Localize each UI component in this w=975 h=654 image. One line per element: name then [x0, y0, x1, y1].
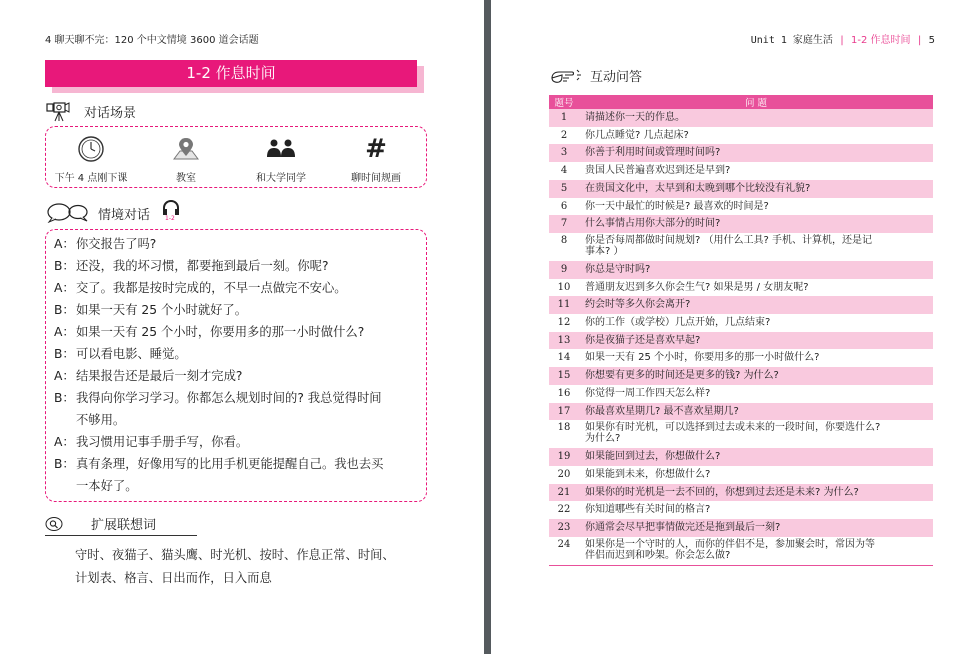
ext-words: [75, 544, 435, 590]
dialog-line: B：真有条理，好像用写的比用手机更能提醒自己。我也去买: [54, 457, 384, 471]
qa-row: [549, 466, 933, 484]
qa-question-line: 你知道哪些有关时间的格言?: [585, 504, 711, 516]
qa-row: [549, 162, 933, 180]
ext-line-2: 计划表、格言、日出而作，日入而息: [75, 571, 272, 585]
qa-question: [579, 349, 933, 367]
qa-question: [579, 279, 933, 297]
dialog-line: A：你交报告了吗?: [54, 237, 157, 251]
qa-row: [549, 349, 933, 367]
section-label: 1-2 作息时间: [851, 35, 911, 46]
pointing-hand-icon: [550, 67, 586, 85]
qa-number: 1: [549, 109, 579, 127]
audio-track: [160, 202, 184, 224]
qa-bottom-rule: [549, 565, 933, 566]
qa-row: [549, 144, 933, 162]
qa-number: 3: [549, 144, 579, 162]
qa-row: [549, 420, 933, 448]
qa-number: 9: [549, 261, 579, 279]
qa-question: [579, 109, 933, 127]
dialog-line: B：可以看电影、睡觉。: [54, 347, 187, 361]
qa-number: 14: [557, 352, 571, 364]
qa-number: 6: [560, 200, 568, 212]
audio-track-number: 1-2: [165, 215, 175, 222]
qa-row: [549, 261, 933, 279]
qa-question-line: 你觉得一周工作四天怎么样?: [585, 387, 711, 399]
page-number: 5: [928, 35, 935, 46]
book-spine: [484, 0, 491, 654]
qa-question: [579, 367, 933, 385]
qa-row: [549, 484, 933, 502]
qa-question: [579, 420, 933, 448]
header-separator: |: [838, 35, 845, 46]
qa-number: 2: [560, 129, 568, 141]
clock-icon: [77, 135, 105, 163]
qa-number: 11: [549, 296, 579, 314]
qa-question: [579, 385, 933, 403]
qa-number: 16: [557, 387, 571, 399]
qa-number: 20: [557, 468, 571, 480]
qa-row: [549, 109, 933, 127]
qa-row: [549, 448, 933, 466]
qa-question: [579, 314, 933, 332]
qa-question: [579, 501, 933, 519]
ext-line-1: 守时、夜猫子、猫头鹰、时光机、按时、作息正常、时间、: [75, 548, 395, 562]
unit-label: Unit 1 家庭生活: [750, 35, 833, 46]
lesson-title: 1-2 作息时间: [45, 60, 417, 87]
header-separator: |: [916, 35, 923, 46]
qa-question: [579, 448, 933, 466]
qa-question-line: 如果你的时光机是一去不回的，你想到过去还是未来? 为什么?: [585, 486, 859, 498]
qa-question-line: 约会时等多久你会离开?: [585, 299, 691, 311]
dialog-line-cont: 不够用。: [76, 413, 126, 427]
scene-label: 下午 4 点刚下课: [54, 173, 128, 184]
qa-number: 17: [549, 403, 579, 421]
qa-number: 19: [549, 448, 579, 466]
qa-question-line: 你是否每周都做时间规划? （用什么工具? 手机、计算机，还是记: [585, 234, 872, 246]
scene-place: [141, 135, 231, 184]
qa-question: [579, 198, 933, 216]
qa-table: [549, 95, 933, 565]
scene-heading: 对话场景: [84, 105, 137, 121]
qa-number: 8: [560, 234, 568, 246]
qa-number: 21: [549, 484, 579, 502]
right-running-header: [751, 31, 935, 46]
map-pin-icon: [171, 135, 201, 163]
qa-question-line: 如果能回到过去，你想做什么?: [585, 451, 721, 463]
qa-question-line: 什么事情占用你大部分的时间?: [585, 218, 721, 230]
dialog-line: A：结果报告还是最后一刻才完成?: [54, 369, 243, 383]
scene-people: [236, 135, 326, 184]
qa-question-line: 你总是守时吗?: [585, 263, 651, 275]
qa-number: 15: [549, 367, 579, 385]
qa-question-line: 你善于利用时间或管理时间吗?: [585, 147, 721, 159]
speech-bubbles-icon: [46, 203, 90, 223]
qa-row: [549, 314, 933, 332]
dialog-line: A：我习惯用记事手册手写，你看。: [54, 435, 249, 449]
ext-heading-row: [45, 514, 156, 533]
qa-number: 12: [557, 317, 571, 329]
col-question-header: 问 题: [579, 95, 933, 109]
scene-heading-row: [46, 100, 136, 122]
qa-number: 18: [557, 422, 571, 434]
scene-label: 教室: [176, 173, 196, 184]
qa-question-line: 事本? ）: [585, 245, 624, 257]
scene-time: [46, 135, 136, 184]
qa-number: 5: [549, 180, 579, 198]
qa-question-line: 在贵国文化中，太早到和太晚到哪个比较没有礼貌?: [585, 182, 811, 194]
qa-number: 7: [549, 215, 579, 233]
dialog-line-cont: 一本好了。: [76, 479, 138, 493]
dialog-box: [45, 229, 427, 502]
qa-question: [579, 144, 933, 162]
qa-number: 4: [560, 165, 568, 177]
qa-row: [549, 279, 933, 297]
qa-question-line: 你的工作（或学校）几点开始，几点结束?: [585, 317, 771, 329]
qa-heading: 互动问答: [590, 70, 643, 85]
qa-question: [579, 180, 933, 198]
magnifier-icon: [45, 516, 63, 532]
scene-label: 聊时间规画: [351, 173, 401, 184]
qa-question-line: 伴侣而迟到和吵架。你会怎么做?: [585, 549, 731, 561]
qa-question-line: 你是夜猫子还是喜欢早起?: [585, 334, 701, 346]
qa-question: [579, 332, 933, 350]
dialog-line: B：如果一天有 25 个小时就好了。: [54, 303, 248, 317]
qa-header-row: [549, 95, 933, 109]
qa-question: [579, 484, 933, 502]
qa-question-line: 你几点睡觉? 几点起床?: [585, 129, 689, 141]
qa-row: [549, 180, 933, 198]
dialog-line: B：还没，我的坏习惯，都要拖到最后一刻。你呢?: [54, 259, 329, 273]
qa-question: [579, 127, 933, 145]
qa-question-line: 普通朋友迟到多久你会生气? 如果是男 / 女朋友呢?: [585, 281, 809, 293]
dialog-line: A：交了。我都是按时完成的，不早一点做完不安心。: [54, 281, 347, 295]
ext-heading: 扩展联想词: [91, 518, 157, 533]
qa-question: [579, 296, 933, 314]
qa-row: [549, 501, 933, 519]
qa-question: [579, 215, 933, 233]
dialog-line: A：如果一天有 25 个小时，你要用多的那一小时做什么?: [54, 325, 365, 339]
qa-row: [549, 403, 933, 421]
scene-box: [45, 126, 427, 188]
headphones-icon: [162, 200, 180, 216]
qa-question-line: 贵国人民普遍喜欢迟到还是早到?: [585, 165, 731, 177]
qa-question: [579, 519, 933, 537]
qa-number: 10: [557, 281, 571, 293]
qa-row: [549, 233, 933, 261]
qa-row: [549, 296, 933, 314]
qa-row: [549, 385, 933, 403]
col-num-header: 题号: [549, 95, 579, 109]
qa-question-line: 为什么?: [585, 433, 621, 445]
qa-body: [549, 109, 933, 565]
qa-question: [579, 233, 933, 261]
left-page: [0, 0, 484, 654]
qa-question-line: 请描述你一天的作息。: [585, 112, 685, 123]
qa-row: [549, 215, 933, 233]
qa-row: [549, 519, 933, 537]
scene-label: 和大学同学: [256, 173, 306, 184]
qa-question: [579, 261, 933, 279]
qa-row: [549, 127, 933, 145]
qa-question: [579, 403, 933, 421]
dialog-line: B：我得向你学习学习。你都怎么规划时间的? 我总觉得时间: [54, 391, 382, 405]
qa-question: [579, 466, 933, 484]
qa-row: [549, 367, 933, 385]
film-camera-icon: [46, 100, 70, 122]
dialog-heading: 情境对话: [98, 207, 151, 223]
qa-question-line: 你最喜欢星期几? 最不喜欢星期几?: [585, 405, 739, 417]
qa-row: [549, 332, 933, 350]
people-icon: [265, 137, 297, 161]
qa-row: [549, 537, 933, 565]
qa-question-line: 你一天中最忙的时候是? 最喜欢的时间是?: [585, 200, 769, 212]
left-running-header: 4 聊天聊不完：120 个中文情境 3600 道会话题: [45, 35, 259, 46]
qa-heading-row: [550, 66, 642, 85]
dialog-heading-row: [46, 202, 184, 224]
qa-number: 23: [549, 519, 579, 537]
qa-number: 22: [557, 504, 571, 516]
scene-topic: [331, 135, 421, 184]
qa-question-line: 你想要有更多的时间还是更多的钱? 为什么?: [585, 370, 779, 382]
hashtag-icon: #: [365, 134, 387, 164]
qa-question-line: 你通常会尽早把事情做完还是拖到最后一刻?: [585, 522, 781, 534]
qa-question-line: 如果你有时光机，可以选择到过去或未来的一段时间，你要选什么?: [585, 422, 881, 434]
qa-number: 24: [557, 538, 571, 550]
qa-question: [579, 537, 933, 565]
qa-question: [579, 162, 933, 180]
ext-underline: [45, 535, 197, 536]
qa-question-line: 如果你是一个守时的人，而你的伴侣不是，参加聚会时，常因为等: [585, 538, 875, 550]
qa-number: 13: [549, 332, 579, 350]
qa-row: [549, 198, 933, 216]
qa-question-line: 如果一天有 25 个小时，你要用多的那一小时做什么?: [585, 352, 820, 364]
qa-question-line: 如果能到未来，你想做什么?: [585, 468, 711, 480]
